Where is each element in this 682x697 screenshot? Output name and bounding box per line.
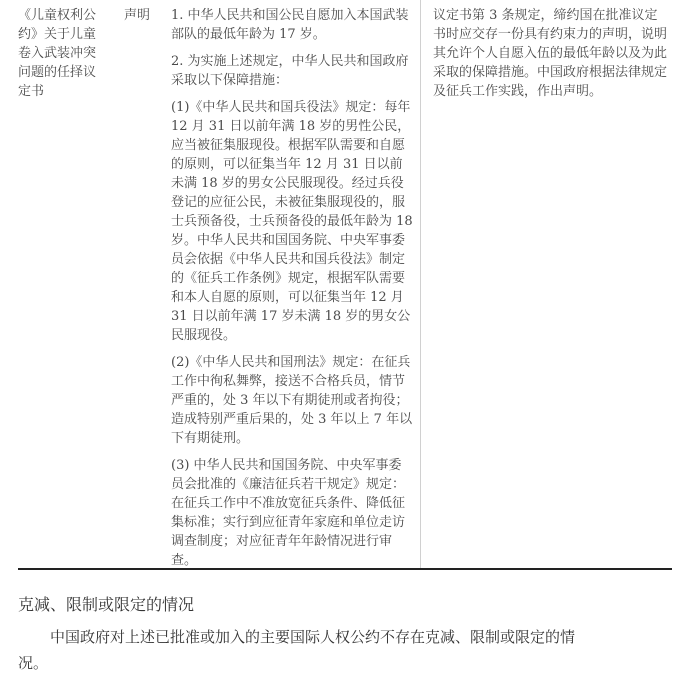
explanation-cell: 议定书第 3 条规定，缔约国在批准议定书时应交存一份具有约束力的声明，说明其允许个人自愿入伍的最低年龄以及为此采取的保障措施。中国政府根据法律规定及征兵工作实践，作出声明。	[433, 8, 668, 99]
content-paragraph-5: (3) 中华人民共和国国务院、中央军事委员会批准的《廉洁征兵若干规定》规定：在征兵工作中不准放宽征兵条件、降低征集标准；实行到应征青年家庭和单位走访调查制度；对应征青年年龄情况进行审查。	[171, 458, 406, 568]
content-paragraph-1: 1. 中华人民共和国公民自愿加入本国武装部队的最低年龄为 17 岁。	[171, 8, 409, 42]
treaty-title-cell: 《儿童权利公约》关于儿童卷入武装冲突问题的任择议定书	[18, 8, 97, 99]
content-paragraph-3: (1)《中华人民共和国兵役法》规定：每年 12 月 31 日以前年满 18 岁的男性公民，应当被征集服现役。根据军队需要和自愿的原则，可以征集当年 12 月 31 日以前未满 18 岁的男女公民服现役。经过兵役登记的应征公民，未被征集服现役的，服士兵预备役，士兵预备役的最低年龄为 18 岁。中华人民共和国国务院、中央军事委员会依据《中华人民共和国兵役法》制定的《征兵工作条例》规定，根据军队需要和本人自愿的原则，可以征集当年 12 月 31 日以前年满 17 岁未满 18 岁的男女公民服现役。	[171, 100, 413, 343]
section-body-text: 中国政府对上述已批准或加入的主要国际人权公约不存在克减、限制或限定的情况。	[18, 628, 576, 672]
content-paragraph-2: 2. 为实施上述规定，中华人民共和国政府采取以下保障措施：	[171, 54, 409, 88]
reservation-type-cell: 声明	[124, 8, 151, 23]
section-heading: 克减、限制或限定的情况	[18, 595, 195, 614]
table-bottom-rule	[18, 568, 672, 570]
column-divider	[420, 0, 421, 568]
content-paragraph-4: (2)《中华人民共和国刑法》规定：在征兵工作中徇私舞弊，接送不合格兵员，情节严重的，处 3 年以下有期徒刑或者拘役；造成特别严重后果的，处 3 年以上 7 年以下有期徒刑。	[171, 355, 413, 446]
declaration-content-cell	[171, 6, 414, 578]
